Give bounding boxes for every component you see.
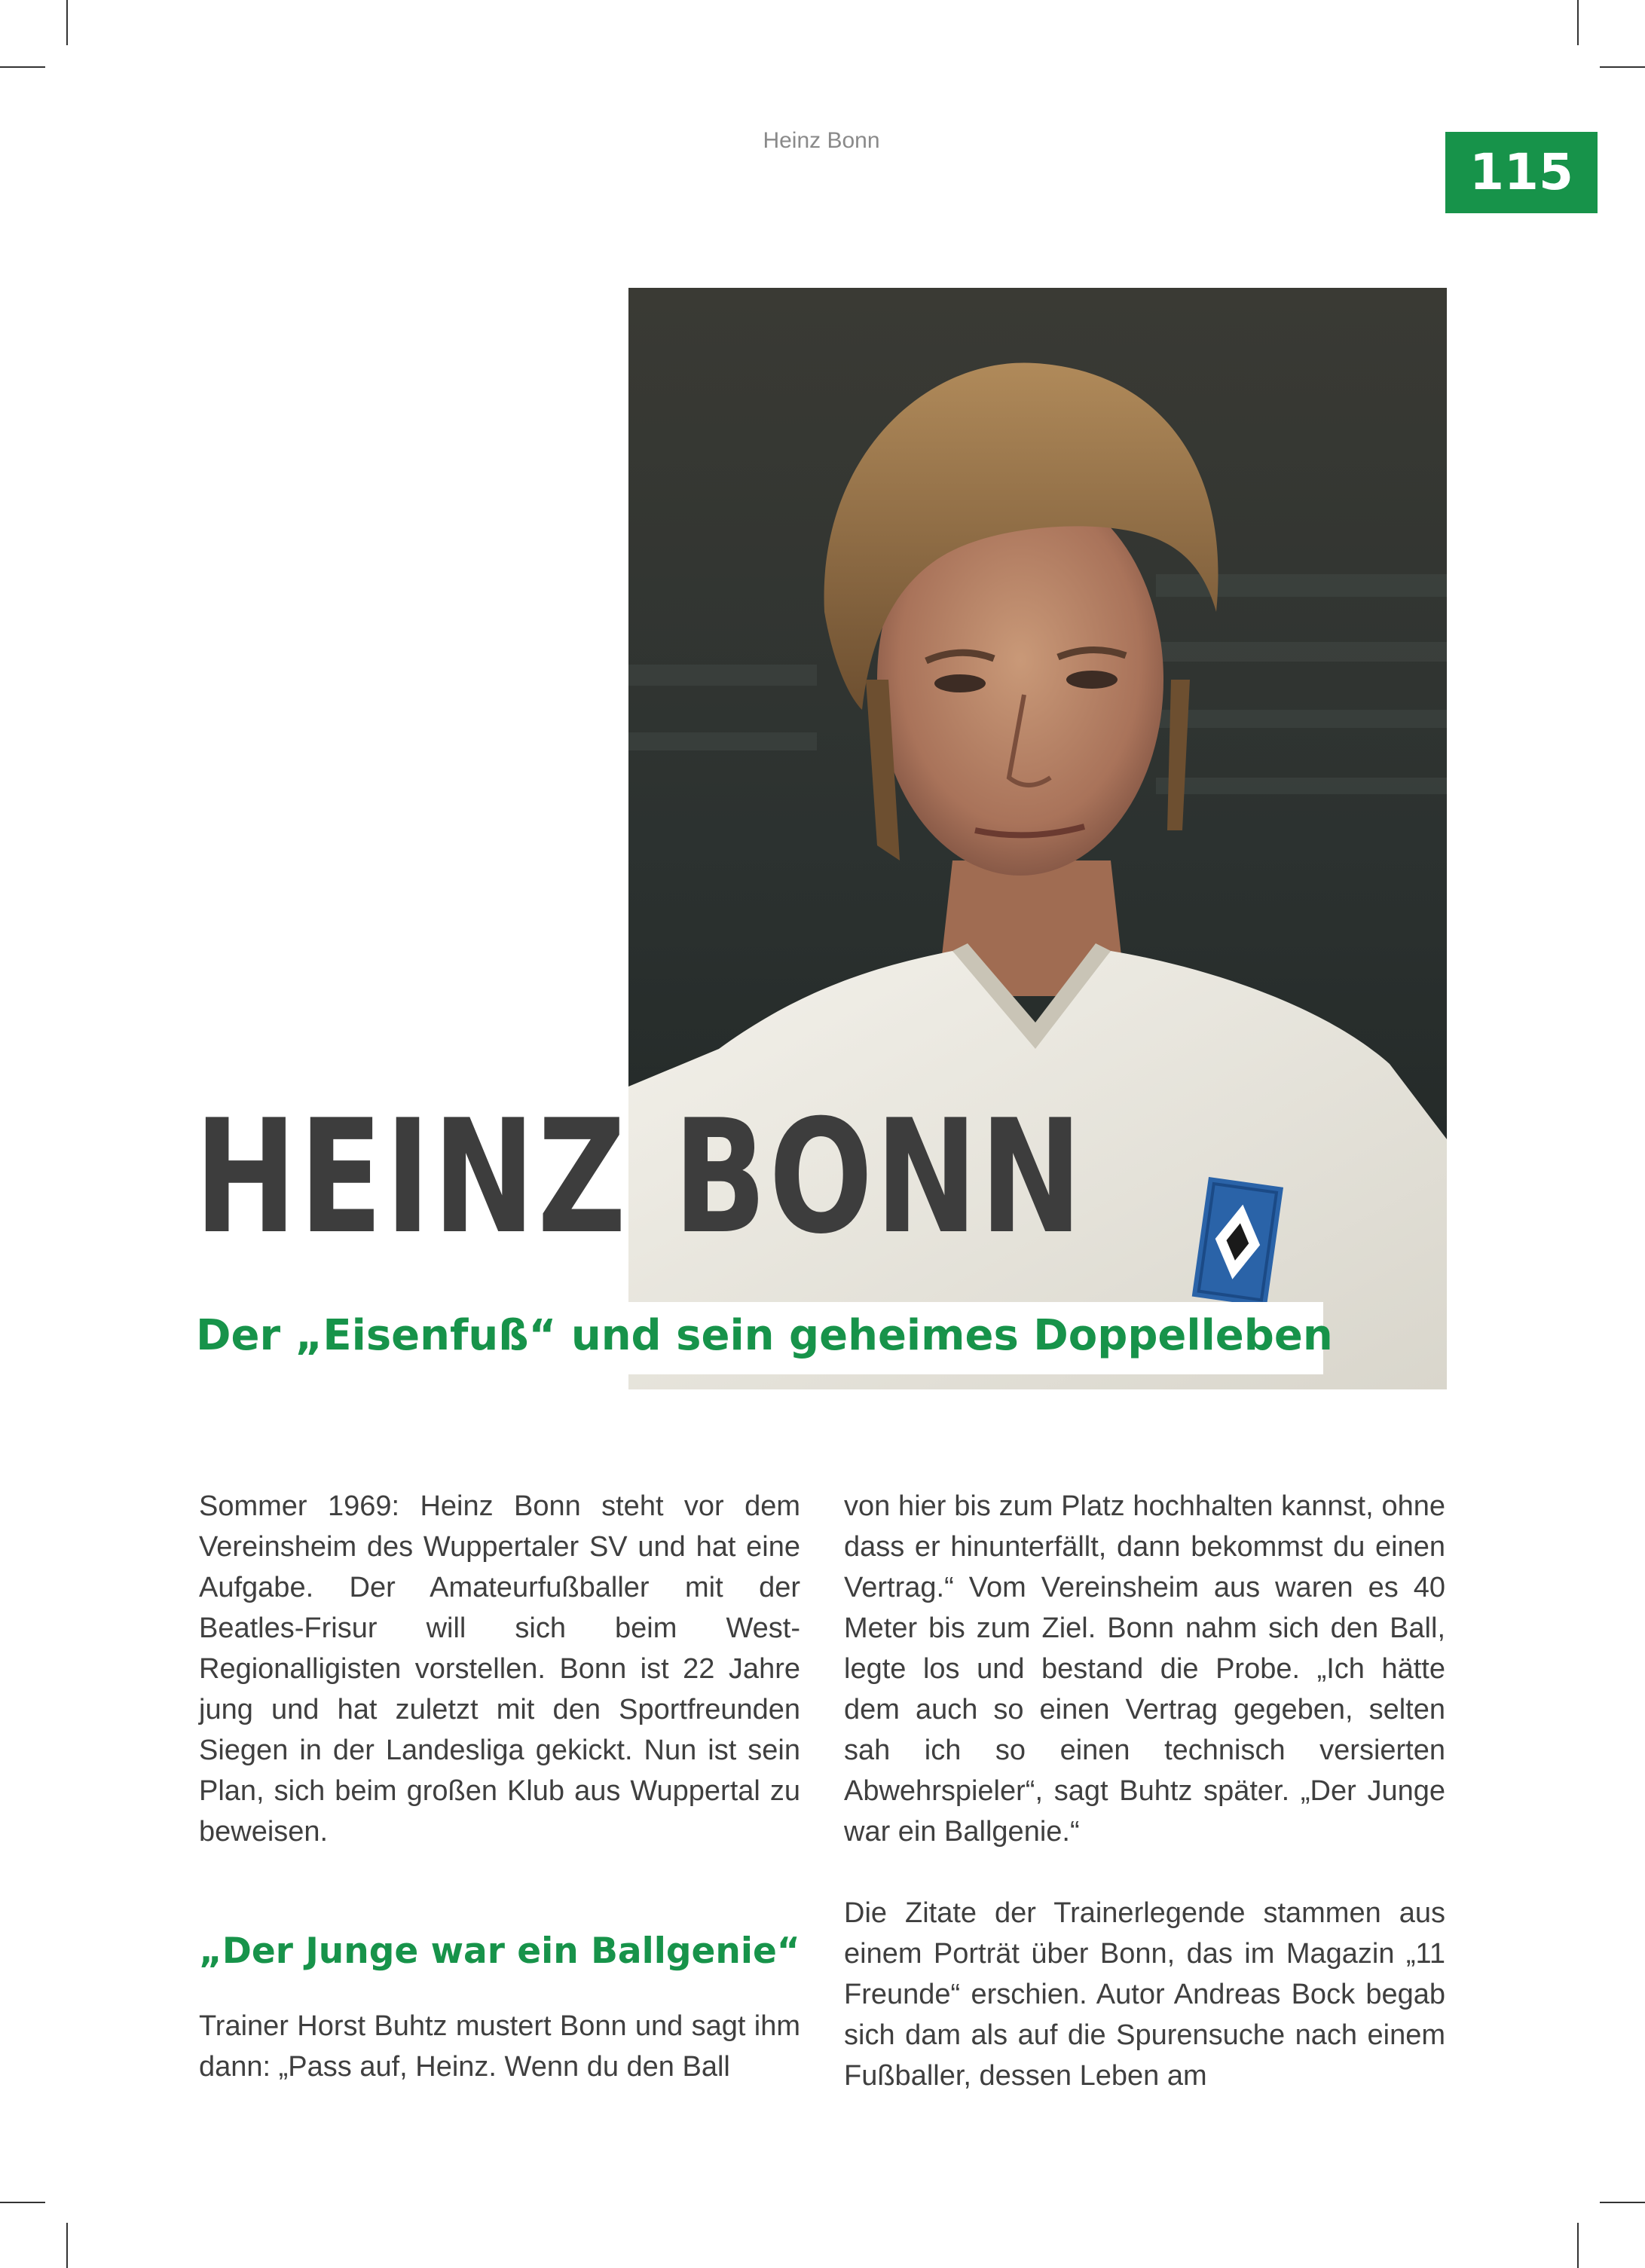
crop-mark [1600,66,1645,68]
text-column-right [844,1486,1445,2096]
crop-mark [1577,0,1579,45]
body-paragraph: Trainer Horst Buhtz mustert Bonn und sagt ihm dann: „Pass auf, Heinz. Wenn du den Ball [199,2010,800,2083]
page-number-badge: 115 [1445,132,1598,213]
running-header: Heinz Bonn [763,128,880,153]
crop-mark [1600,2202,1645,2203]
text-column-left [199,1486,800,2087]
article-subtitle: Der „Eisenfuß“ und sein geheimes Doppelleben [196,1311,1333,1360]
crop-mark [0,66,45,68]
body-paragraph: Die Zitate der Trainerlegende stammen aus einem Porträt über Bonn, das im Magazin „11 Freunde“ erschien. Autor Andreas Bock begab sich dam als auf die Spurensuche nach einem Fußballer, dessen Leben am [844,1897,1445,2092]
crop-mark [66,0,68,45]
body-paragraph: Sommer 1969: Heinz Bonn steht vor dem Vereinsheim des Wuppertaler SV und hat eine Aufgabe. Der Amateurfußballer mit der Beatles-Frisur will sich beim West-Regionalligisten vorstellen. Bonn ist 22 Jahre jung und hat zuletzt mit den Sportfreunden Siegen in der Landesliga gekickt. Nun ist sein Plan, sich beim großen Klub aus Wuppertal zu beweisen. [199,1490,800,1848]
crop-mark [0,2202,45,2203]
article-title: HEINZ BONN [194,1087,1085,1269]
crop-mark [66,2223,68,2268]
crop-mark [1577,2223,1579,2268]
body-paragraph: von hier bis zum Platz hochhalten kannst, ohne dass er hinunterfällt, dann bekommst du einen Vertrag.“ Vom Vereinsheim aus waren es 40 Meter bis zum Ziel. Bonn nahm sich den Ball, legte los und bestand die Probe. „Ich hätte dem auch so einen Vertrag gegeben, selten sah ich so einen technisch versierten Abwehrspieler“, sagt Buhtz später. „Der Junge war ein Ballgenie.“ [844,1490,1445,1848]
section-heading: „Der Junge war ein Ballgenie“ [199,1930,800,1972]
